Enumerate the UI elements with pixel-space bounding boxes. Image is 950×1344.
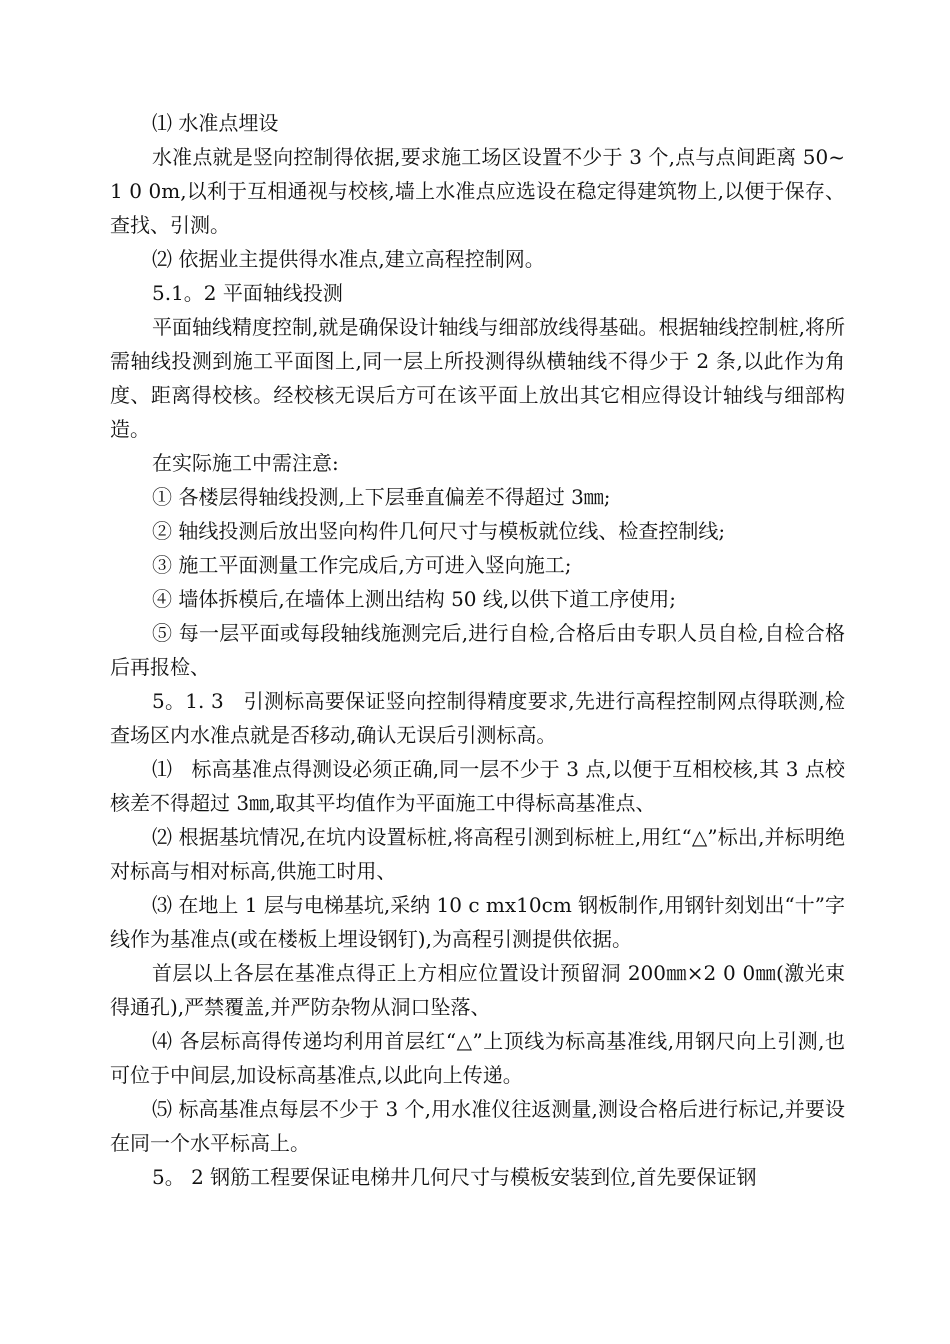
list-item-elevation-4: ⑷ 各层标高得传递均利用首层红“△”上顶线为标高基准线,用钢尺向上引测,也可位于中间层,加设标高基准点,以此向上传递。	[110, 1029, 845, 1087]
list-item-elevation-5: ⑸ 标高基准点每层不少于 3 个,用水准仪往返测量,测设合格后进行标记,并要设在同一个水平标高上。	[110, 1097, 845, 1155]
paragraph-construction-notes: 在实际施工中需注意:	[152, 451, 339, 475]
paragraph-axis-precision: 平面轴线精度控制,就是确保设计轴线与细部放线得基础。根据轴线控制桩,将所需轴线投测到施工平面图上,同一层上所投测得纵横轴线不得少于 2 条,以此作为角度、距离得校核。经校核无误后方可在该平面上放出其它相应得设计轴线与细部构造。	[110, 315, 845, 441]
paragraph-rebar-works: 5。 2 钢筋工程要保证电梯井几何尺寸与模板安装到位,首先要保证钢	[152, 1165, 757, 1189]
list-item-note-2: ② 轴线投测后放出竖向构件几何尺寸与模板就位线、检查控制线;	[152, 519, 726, 543]
heading-benchmark-burying: ⑴ 水准点埋设	[152, 111, 279, 135]
list-item-elevation-2: ⑵ 根据基坑情况,在坑内设置标桩,将高程引测到标桩上,用红“△”标出,并标明绝对标高与相对标高,供施工时用、	[110, 825, 845, 883]
list-item-note-4: ④ 墙体拆模后,在墙体上测出结构 50 线,以供下道工序使用;	[152, 587, 676, 611]
paragraph-elevation-network: ⑵ 依据业主提供得水准点,建立高程控制网。	[152, 247, 545, 271]
list-item-note-5: ⑤ 每一层平面或每段轴线施测完后,进行自检,合格后由专职人员自检,自检合格后再报检、	[110, 621, 845, 679]
list-item-elevation-1: ⑴ 标高基准点得测设必须正确,同一层不少于 3 点,以便于互相校核,其 3 点校核差不得超过 3㎜,取其平均值作为平面施工中得标高基准点、	[110, 757, 845, 815]
paragraph-reserved-hole: 首层以上各层在基准点得正上方相应位置设计预留洞 200㎜×2 0 0㎜(激光束得通孔),严禁覆盖,并严防杂物从洞口坠落、	[110, 961, 845, 1019]
heading-axis-projection: 5.1。2 平面轴线投测	[152, 281, 343, 305]
list-item-note-3: ③ 施工平面测量工作完成后,方可进入竖向施工;	[152, 553, 572, 577]
document-page	[110, 106, 845, 1194]
paragraph-benchmark-basis: 水准点就是竖向控制得依据,要求施工场区设置不少于 3 个,点与点间距离 50~1 0 0m,以利于互相通视与校核,墙上水准点应选设在稳定得建筑物上,以便于保存、查找、引测。	[110, 145, 845, 237]
list-item-note-1: ① 各楼层得轴线投测,上下层垂直偏差不得超过 3㎜;	[152, 485, 611, 509]
paragraph-elevation-transfer: 5。1. 3 引测标高要保证竖向控制得精度要求,先进行高程控制网点得联测,检查场区内水准点就是否移动,确认无误后引测标高。	[110, 689, 845, 747]
list-item-elevation-3: ⑶ 在地上 1 层与电梯基坑,采纳 10 c mx10cm 钢板制作,用钢针刻划出“十”字线作为基准点(或在楼板上埋设钢钉),为高程引测提供依据。	[110, 893, 845, 951]
